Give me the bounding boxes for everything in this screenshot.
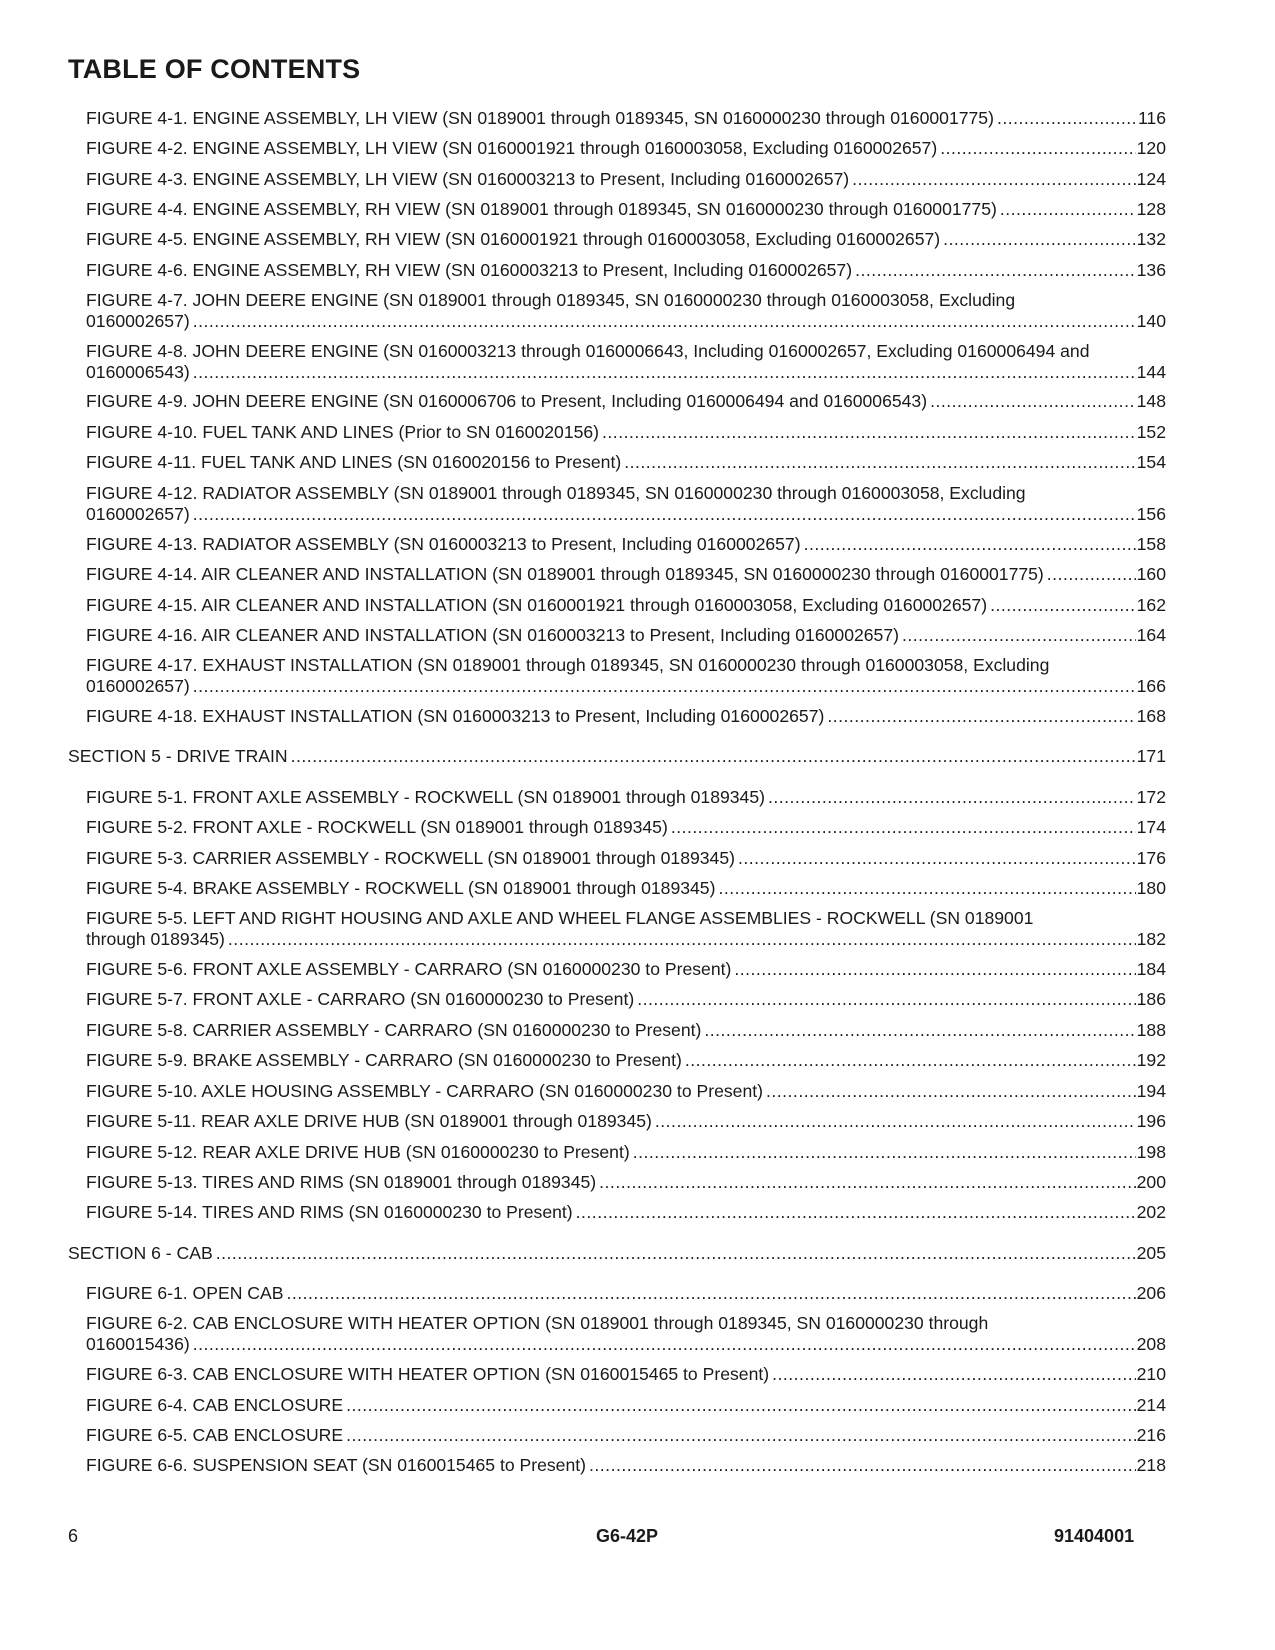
- toc-entry-title: FIGURE 5-14. TIRES AND RIMS (SN 0160000230 to Present): [86, 1202, 573, 1222]
- toc-entry[interactable]: [86, 595, 1166, 616]
- toc-entry-title: FIGURE 5-3. CARRIER ASSEMBLY - ROCKWELL (SN 0189001 through 0189345): [86, 848, 735, 868]
- toc-entry-title: FIGURE 4-14. AIR CLEANER AND INSTALLATION (SN 0189001 through 0189345, SN 0160000230 through 0160001775): [86, 564, 1044, 584]
- toc-entry-title: FIGURE 5-7. FRONT AXLE - CARRARO (SN 0160000230 to Present): [86, 989, 635, 1009]
- toc-entry[interactable]: [86, 534, 1166, 555]
- dot-leader: [193, 1334, 1136, 1355]
- toc-page-number: 162: [1136, 595, 1166, 615]
- toc-page-number: 154: [1136, 452, 1166, 472]
- toc-entry-title-line: FIGURE 4-7. JOHN DEERE ENGINE (SN 0189001 through 0189345, SN 0160000230 through 0160003058, Excluding: [86, 290, 1016, 310]
- toc-entry[interactable]: [86, 341, 1166, 383]
- toc-page-number: 152: [1136, 422, 1166, 442]
- dot-leader: [704, 1020, 1135, 1041]
- toc-page-number: 192: [1136, 1050, 1166, 1070]
- dot-leader: [216, 1243, 1136, 1264]
- dot-leader: [718, 878, 1135, 899]
- toc-entry-title: 0160006543): [86, 362, 190, 382]
- toc-entry-title: FIGURE 5-13. TIRES AND RIMS (SN 0189001 through 0189345): [86, 1172, 597, 1192]
- toc-page-number: 148: [1136, 391, 1166, 411]
- dot-leader: [193, 362, 1136, 383]
- toc-entry[interactable]: [86, 655, 1166, 697]
- toc-entry-title: FIGURE 4-4. ENGINE ASSEMBLY, RH VIEW (SN 0189001 through 0189345, SN 0160000230 through 0160001775): [86, 199, 997, 219]
- dot-leader: [852, 169, 1136, 190]
- toc-page-number: 166: [1136, 676, 1166, 696]
- toc-page-number: 188: [1136, 1020, 1166, 1040]
- dot-leader: [637, 989, 1135, 1010]
- toc-entry[interactable]: [86, 1172, 1166, 1193]
- toc-page-number: 140: [1136, 311, 1166, 331]
- toc-entry[interactable]: [86, 290, 1166, 332]
- dot-leader: [291, 746, 1136, 767]
- toc-page-number: 144: [1136, 362, 1166, 382]
- toc-page-number: 120: [1136, 138, 1166, 158]
- toc-entry-title: FIGURE 4-2. ENGINE ASSEMBLY, LH VIEW (SN 0160001921 through 0160003058, Excluding 0160002657): [86, 138, 938, 158]
- dot-leader: [685, 1050, 1136, 1071]
- dot-leader: [855, 260, 1136, 281]
- toc-entry-title-line: FIGURE 4-12. RADIATOR ASSEMBLY (SN 0189001 through 0189345, SN 0160000230 through 0160003058, Excluding: [86, 483, 1026, 503]
- toc-entry-title: FIGURE 5-12. REAR AXLE DRIVE HUB (SN 0160000230 to Present): [86, 1142, 630, 1162]
- toc-page-number: 116: [1137, 108, 1166, 128]
- dot-leader: [655, 1111, 1136, 1132]
- toc-entry-title: FIGURE 5-4. BRAKE ASSEMBLY - ROCKWELL (SN 0189001 through 0189345): [86, 878, 716, 898]
- toc-page-number: 218: [1136, 1455, 1166, 1475]
- toc-entry-title: FIGURE 6-3. CAB ENCLOSURE WITH HEATER OPTION (SN 0160015465 to Present): [86, 1364, 770, 1384]
- dot-leader: [589, 1455, 1136, 1476]
- toc-page-number: 171: [1136, 746, 1166, 766]
- toc-entry-title: 0160002657): [86, 676, 190, 696]
- dot-leader: [930, 391, 1136, 412]
- toc-entry-title: 0160015436): [86, 1334, 190, 1354]
- toc-entry-title: through 0189345): [86, 929, 225, 949]
- toc-page-number: 168: [1136, 706, 1166, 726]
- dot-leader: [940, 138, 1135, 159]
- footer-doc-number: 91404001: [1054, 1526, 1135, 1546]
- page-title: TABLE OF CONTENTS: [68, 54, 361, 84]
- toc-entry[interactable]: [86, 108, 1166, 129]
- dot-leader: [286, 1283, 1135, 1304]
- toc-entry[interactable]: [86, 483, 1166, 525]
- toc-entry-title: FIGURE 6-1. OPEN CAB: [86, 1283, 284, 1303]
- toc-entry[interactable]: [86, 787, 1166, 808]
- toc-entry-title: FIGURE 4-15. AIR CLEANER AND INSTALLATION (SN 0160001921 through 0160003058, Excluding 0160002657): [86, 595, 988, 615]
- toc-entry-title: 0160002657): [86, 504, 190, 524]
- toc-page-number: 210: [1136, 1364, 1166, 1384]
- toc-entry[interactable]: [86, 817, 1166, 838]
- toc-page-number: 186: [1136, 989, 1166, 1009]
- toc-entry-title: FIGURE 4-9. JOHN DEERE ENGINE (SN 0160006706 to Present, Including 0160006494 and 0160006543): [86, 391, 928, 411]
- dot-leader: [633, 1142, 1136, 1163]
- toc-page-number: 202: [1136, 1202, 1166, 1222]
- toc-page-number: 205: [1136, 1243, 1166, 1263]
- dot-leader: [193, 504, 1136, 525]
- dot-leader: [738, 848, 1136, 869]
- toc-page-number: 124: [1136, 169, 1166, 189]
- toc-entry-title: FIGURE 4-5. ENGINE ASSEMBLY, RH VIEW (SN 0160001921 through 0160003058, Excluding 0160002657): [86, 229, 941, 249]
- dot-leader: [599, 1172, 1135, 1193]
- dot-leader: [193, 676, 1136, 697]
- toc-page-number: 216: [1136, 1425, 1166, 1445]
- toc-entry-title: FIGURE 6-6. SUSPENSION SEAT (SN 0160015465 to Present): [86, 1455, 587, 1475]
- toc-page-number: 206: [1136, 1283, 1166, 1303]
- toc-entry[interactable]: [86, 989, 1166, 1010]
- toc-entry[interactable]: [86, 169, 1166, 190]
- dot-leader: [772, 1364, 1136, 1385]
- toc-entry[interactable]: [86, 908, 1166, 950]
- toc-entry-title-line: FIGURE 5-5. LEFT AND RIGHT HOUSING AND AXLE AND WHEEL FLANGE ASSEMBLIES - ROCKWELL (SN 0189001: [86, 908, 1034, 928]
- toc-entry-title: FIGURE 4-6. ENGINE ASSEMBLY, RH VIEW (SN 0160003213 to Present, Including 0160002657): [86, 260, 853, 280]
- toc-page-number: 184: [1136, 959, 1166, 979]
- dot-leader: [346, 1425, 1136, 1446]
- dot-leader: [943, 229, 1136, 250]
- dot-leader: [997, 108, 1137, 129]
- toc-page-number: 198: [1136, 1142, 1166, 1162]
- toc-entry-title: FIGURE 5-9. BRAKE ASSEMBLY - CARRARO (SN 0160000230 to Present): [86, 1050, 682, 1070]
- dot-leader: [827, 706, 1135, 727]
- toc-page-number: 160: [1136, 564, 1166, 584]
- dot-leader: [576, 1202, 1136, 1223]
- toc-page-number: 194: [1136, 1081, 1166, 1101]
- toc-entry[interactable]: [86, 1425, 1166, 1446]
- toc-entry-title: FIGURE 5-2. FRONT AXLE - ROCKWELL (SN 0189001 through 0189345): [86, 817, 668, 837]
- toc-entry-title: FIGURE 5-11. REAR AXLE DRIVE HUB (SN 0189001 through 0189345): [86, 1111, 652, 1131]
- toc-entry[interactable]: [86, 1111, 1166, 1132]
- toc-entry-title: FIGURE 5-1. FRONT AXLE ASSEMBLY - ROCKWELL (SN 0189001 through 0189345): [86, 787, 765, 807]
- toc-entry-title: FIGURE 4-10. FUEL TANK AND LINES (Prior to SN 0160020156): [86, 422, 600, 442]
- toc-entry-title: FIGURE 4-16. AIR CLEANER AND INSTALLATION (SN 0160003213 to Present, Including 0160002657): [86, 625, 899, 645]
- toc-entry[interactable]: [86, 1395, 1166, 1416]
- toc-entry-title: 0160002657): [86, 311, 190, 331]
- toc-entry[interactable]: [68, 746, 1166, 767]
- dot-leader: [193, 311, 1136, 332]
- toc-entry[interactable]: [86, 1050, 1166, 1071]
- toc-page-number: 174: [1136, 817, 1166, 837]
- toc-entry-title: FIGURE 4-11. FUEL TANK AND LINES (SN 0160020156 to Present): [86, 452, 622, 472]
- toc-entry-title: FIGURE 5-10. AXLE HOUSING ASSEMBLY - CARRARO (SN 0160000230 to Present): [86, 1081, 763, 1101]
- dot-leader: [1047, 564, 1136, 585]
- toc-entry[interactable]: [86, 1364, 1166, 1385]
- toc-entry[interactable]: [86, 1283, 1166, 1304]
- toc-page-number: 132: [1136, 229, 1166, 249]
- toc-entry-title: FIGURE 4-3. ENGINE ASSEMBLY, LH VIEW (SN 0160003213 to Present, Including 0160002657): [86, 169, 850, 189]
- dot-leader: [768, 787, 1136, 808]
- toc-entry[interactable]: [86, 229, 1166, 250]
- dot-leader: [624, 452, 1135, 473]
- dot-leader: [228, 929, 1136, 950]
- toc-entry[interactable]: [86, 625, 1166, 646]
- toc-entry[interactable]: [68, 1243, 1166, 1264]
- toc-entry-title-line: FIGURE 4-8. JOHN DEERE ENGINE (SN 0160003213 through 0160006643, Including 0160002657, Excluding 0160006494 and: [86, 341, 1090, 361]
- toc-entry[interactable]: [86, 1313, 1166, 1355]
- toc-page-number: 172: [1136, 787, 1166, 807]
- toc-entry[interactable]: [86, 1142, 1166, 1163]
- toc-page-number: 208: [1136, 1334, 1166, 1354]
- toc-entry-title: SECTION 6 - CAB: [68, 1243, 213, 1263]
- toc-entry[interactable]: [86, 848, 1166, 869]
- toc-entry[interactable]: [86, 1202, 1166, 1223]
- toc-page-number: 136: [1136, 260, 1166, 280]
- toc-page-number: 156: [1136, 504, 1166, 524]
- toc-page-number: 158: [1136, 534, 1166, 554]
- toc-entry[interactable]: [86, 138, 1166, 159]
- toc-entry-title: FIGURE 6-5. CAB ENCLOSURE: [86, 1425, 344, 1445]
- dot-leader: [671, 817, 1136, 838]
- toc-entry[interactable]: [86, 1020, 1166, 1041]
- toc-entry-title: FIGURE 4-18. EXHAUST INSTALLATION (SN 0160003213 to Present, Including 0160002657): [86, 706, 825, 726]
- toc-entry-title: FIGURE 5-6. FRONT AXLE ASSEMBLY - CARRARO (SN 0160000230 to Present): [86, 959, 732, 979]
- footer-page-number: 6: [68, 1526, 79, 1546]
- toc-entry-title: SECTION 5 - DRIVE TRAIN: [68, 746, 288, 766]
- toc-entry-title: FIGURE 5-8. CARRIER ASSEMBLY - CARRARO (SN 0160000230 to Present): [86, 1020, 702, 1040]
- toc-entry-title: FIGURE 6-4. CAB ENCLOSURE: [86, 1395, 344, 1415]
- toc-entry[interactable]: [86, 199, 1166, 220]
- toc-entry[interactable]: [86, 1081, 1166, 1102]
- dot-leader: [990, 595, 1136, 616]
- toc-page-number: 182: [1136, 929, 1166, 949]
- toc-entry[interactable]: [86, 422, 1166, 443]
- dot-leader: [602, 422, 1136, 443]
- dot-leader: [734, 959, 1135, 980]
- toc-page-number: 164: [1136, 625, 1166, 645]
- toc-entry[interactable]: [86, 391, 1166, 412]
- toc-entry[interactable]: [86, 260, 1166, 281]
- toc-entry[interactable]: [86, 452, 1166, 473]
- toc-entry-title: FIGURE 4-13. RADIATOR ASSEMBLY (SN 0160003213 to Present, Including 0160002657): [86, 534, 801, 554]
- dot-leader: [1000, 199, 1136, 220]
- footer-model: G6-42P: [596, 1526, 659, 1546]
- toc-entry[interactable]: [86, 1455, 1166, 1476]
- toc-page-number: 180: [1136, 878, 1166, 898]
- toc-page-number: 214: [1136, 1395, 1166, 1415]
- dot-leader: [766, 1081, 1136, 1102]
- dot-leader: [804, 534, 1136, 555]
- dot-leader: [346, 1395, 1136, 1416]
- toc-entry-title-line: FIGURE 4-17. EXHAUST INSTALLATION (SN 0189001 through 0189345, SN 0160000230 through 0160003058, Excluding: [86, 655, 1050, 675]
- toc-entry[interactable]: [86, 564, 1166, 585]
- toc-entry[interactable]: [86, 706, 1166, 727]
- toc-entry-title: FIGURE 4-1. ENGINE ASSEMBLY, LH VIEW (SN 0189001 through 0189345, SN 0160000230 through 0160001775): [86, 108, 994, 128]
- toc-entry[interactable]: [86, 959, 1166, 980]
- toc-entry[interactable]: [86, 878, 1166, 899]
- toc-page-number: 200: [1136, 1172, 1166, 1192]
- toc-page-number: 128: [1136, 199, 1166, 219]
- toc-entry-title-line: FIGURE 6-2. CAB ENCLOSURE WITH HEATER OPTION (SN 0189001 through 0189345, SN 0160000230 through: [86, 1313, 989, 1333]
- dot-leader: [902, 625, 1136, 646]
- toc-page-number: 196: [1136, 1111, 1166, 1131]
- toc-page-number: 176: [1136, 848, 1166, 868]
